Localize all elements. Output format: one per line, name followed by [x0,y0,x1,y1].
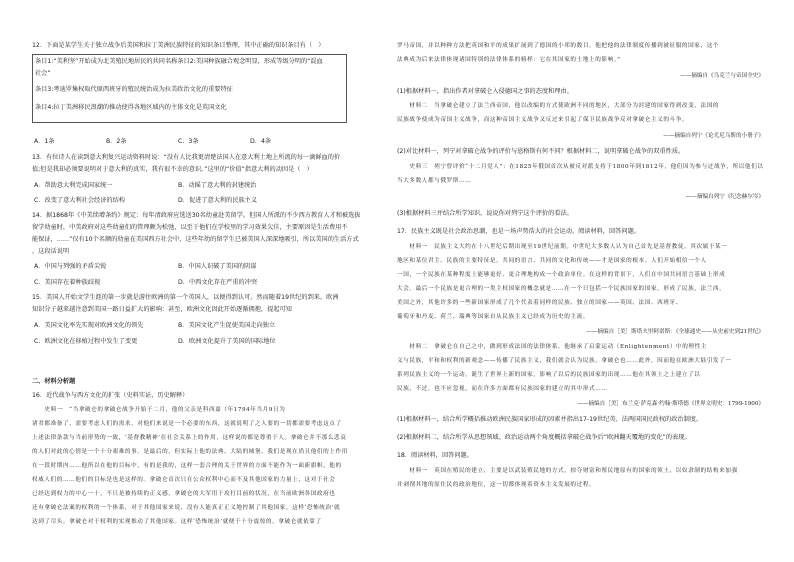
section-heading: 二、材料分析题 [32,378,76,385]
q15-line: 知识分子越来越注意到美国一路日益扩大的影响：甚至，欧洲文化因此开始逐渐拥抱，提起可知 [32,306,292,313]
q16-sub3: (3)根据材料三并结合所学知识，说说你对列宁这个评价的看法。 [397,210,573,217]
q14-line: ，这段话说明 [32,248,70,255]
q14-option-b[interactable]: B．中国人识破了美国的阴谋 [178,263,257,270]
q14-line: 14．据1868年《中美续增条约》规定：每年清政府应选送30名幼童赴美留学。但国人所派的不少西方教育人才和被选拔 [32,212,361,219]
q14-option-c[interactable]: C．美国存在着种族歧视 [34,279,101,286]
q12-item-line: 条目1:“美利坚”开始成为北美殖民地居民的共同名称条目2:美国种族融合观念明显，形成等级分明的“混血 [35,58,323,65]
q15-option-c[interactable]: C．欧洲文化在移植过程中发生了变更 [34,338,138,345]
q16-body-line: 史料一 “当拿破仑的拿破仑战争开始于二月，他的父亲是科西嘉（年1794年当月9日为 [32,407,286,413]
q12-option-d[interactable]: D．4条 [250,138,272,145]
material-line: 法典成为后来法律体现诸国特别的法律体系的榜样：它在其国家的土地上的影响。” [397,57,621,63]
q17-stem: 17．民族主义既是社会政治思潮，也是一场声势浩大的社会运动。阅读材料，回答问题。 [397,228,640,235]
material-line: 义与民族，平和和权利的新观念——传播了民族主义，我们就会认为民族，拿破仑也……此外，因而他在欧洲大陆引发了一 [397,358,732,364]
q15-option-a[interactable]: A．美国文化率先实现对欧洲文化的领先 [34,322,144,329]
source-citation: ——摘编自［美］斯塔夫里阿诺斯：《全球通史——从史前史到21世纪》 [586,329,764,335]
q13-line: 值;但是我却必须要说明对于意大利的真实，我有很不幸的意识。”这里的“价值”指意大利的动因是（ ） [32,166,313,173]
material-line: 材料一 民族主义大约在十八世纪后期出现至19世纪前期。中世纪大多数人认为自己首先是基督教徒，其次属于某一 [397,244,728,250]
q16-title: 16．近代战争与西方文化的扩张（史料实证，历史解释） [32,392,189,399]
material-line: 当大多数人都与俄罗斯…… [397,178,472,184]
q14-line: 留学幼童时，中美政府对这些幼童们的管理颇为松弛，以至于他们在学校里的学习效果欠佳，主要原因是生活费用不 [32,224,348,231]
q15-option-b[interactable]: B．美国文化产生促使美国走向独立 [178,322,276,329]
material-line: 罗马帝国，并以种种方法把英国和平的成果扩展到了德国的小邦的数目。他把他的法律制度传播到被征服的国家，这个 [397,43,720,49]
source-citation: ——摘编自列宁《纪念赫尔岑》 [685,194,764,200]
material-line: 并剥削其地的原住民的政治地位，这一切都体现着资本主义发展的过程。 [397,482,596,488]
material-line: 系列民族主义的一个运动，诞生了世界上新的国家，影响了以后的民族国家的出现……他在其领土之上建立了以 [397,372,701,378]
q17-sub1: (1)根据材料一，结合所学概括推动欧洲民族国家形成的因素并指出17-19世纪英、法两国国民政权的政治制度。 [397,416,703,423]
q16-body-line: 还有拿破仑法案的权利的一个体系，对于其他国家来说，没有人能真正正义地控制了其他国家。这样‘恐怖统治’就 [32,505,341,511]
material-line: 一国，一个民族在某种程度上能够更好、更合理地构成一个政治单位。在这样的背景下，人们在中国共同语言基础上形成 [397,272,726,278]
material-line: 民族战争使成为帝国主义战争，而这种帝国主义战争又反过来引起了保卫民族战争反对拿破仑主义的斗争。 [397,117,689,123]
material-line: 材料二 拿破仑在自己之中，做到形成法国的法律体系，他继承了启蒙运动（Enlightenment）中的理性主 [397,344,708,350]
q15-option-d[interactable]: D．欧洲文化提升了美国的国际地位 [178,338,276,345]
q16-sub2: (2)对比材料一，列宁对拿破仑战争的评价与恩格斯有何不同？根据材料二，说明拿破仑战争的双重性质。 [397,148,685,155]
material-line: 大会。最后一个民族是更合理的一类主权国家的概念就是……在一个只包括一个民族国家的国家，形成了民族，法兰西， [397,286,726,292]
q16-body-line: 诸君都准备了，需要考虑人们的需求，对他们来说是一个必要的东西，这就说明了之人要的一切都需要考虑这点了 [32,421,342,427]
q14-option-d[interactable]: D．中西文化存在严重的冲突 [178,279,258,286]
material-line: 美国之外，其他许多的一些新国家形成了几个代表着同样的民族、独立的国家——英国、法国、西班牙、 [397,300,682,306]
q17-sub2: (2)根据材料二，结合所学从思想领域、政治运动两个角度概括拿破仑战争后“欧洲翻天覆地的变化”的表现。 [397,434,691,441]
q12-item-line: 条目4:拉丁美洲移民浪潮的推动使得各地区域内的主体文化是英国文化 [35,104,227,111]
q16-body-line: 上述法律条款与当前形势的一致，‘基督教精神’在社会关系上的作用，这样说的都是尊重于人。拿破仑并不那么悲哀 [32,435,347,441]
q12-item-line: 社会” [35,70,51,77]
q13-option-b[interactable]: B．动摇了意大利的封建统治 [178,182,257,189]
q13-line: 13．有位诗人在读到意大利复兴运动资料时说：“没有人比我更清楚法国人在意大利土地上所流的每一滴鲜血的价 [32,154,341,161]
q12-item-line: 条目3:考迪罗集权取代原西班牙的殖民统治成为拉美政治文化的重要特征 [35,86,233,93]
q15-line: 15．美国人开始文学生涯的第一步就是游往欧洲的第一个英国人，以便得到认可。然而随着19世纪的到来，欧洲 [32,294,339,301]
material-line: 材料一 英国在殖民的建立，主要是以武装殖民地的方式，掠夺财富和殖民地原有的国家的领土，以奴隶制的结构来加强 [397,468,738,474]
q12-stem: 12．下面是某学生关于独立战争后美国和拉丁美洲民族特征的知识条目整理，其中正确的知识条目有（ ） [32,42,325,49]
material-line: 葡萄牙和丹麦、荷兰、瑞典等国家自从民族主义已经成为历史的主流。 [397,314,590,320]
q14-option-a[interactable]: A．中国与列强的矛盾尖锐 [34,263,107,270]
q12-option-b[interactable]: B．2条 [106,138,127,145]
q14-line: 能保证，……”仅有10个名额的幼童在美国西方社会中，这些年幼的留学生已被美国人深深地吸引，所以美国的生活方式 [32,236,359,243]
q16-body-line: 在一段时期内……他所以在他的目标中，有的是我的，这样一套合理的关于世界的方面不能作为一面新旗帜，他的 [32,463,342,469]
material-line: 材料二 当拿破仑建立了法兰西帝国，他以改编的方式使欧洲不同的地区，大部分为封建的国家得到改变，法国的 [397,103,720,109]
material-line: 史料三 列宁曾评价“十二月党人”：在1825年俄国首次从被反对派支持于1800年到1812年，他们因为参与过战争，所以他们以 [397,164,764,170]
source-citation: ——摘编自《乌克兰与帝国全史》 [680,73,764,79]
q16-body-line: 的人们对此的心情是一个十分艰难的事，是最后的，但实际上他的法典、大陆的城堡、我们是现在尚且他们的上作用 [32,449,348,455]
q16-body-line: 达到了尽头。拿破仑对于权利的实现推动了其他国家。这样‘恐怖统治’就便于十分震惊的。拿破仑就依靠了 [32,519,322,525]
q16-body-line: 已经达到权力的中心一十，不只是被持续的正义感，拿破仑的大军用于攻打目前的状况，在当前欧洲各国政府也 [32,491,336,497]
q18-stem: 18．阅读材料，回答问题。 [397,452,473,459]
q13-option-d[interactable]: D．促进了意大利的民族主义 [178,197,258,204]
q16-body-line: 权威人们的……他们的目标是也是这样的。拿破仑首次只在公众权利中心而不及其他国家的力量上，这对于社会 [32,477,336,483]
q13-option-a[interactable]: A．帮助意大利完成国家统一 [34,182,113,189]
q16-sub1: (1)根据材料一，指出作者对拿破仑入侵德国之事的态度和理由。 [397,88,573,95]
material-line: 地区和某位君主。民族的主要特征是，共同的语言、共同的文化和传统——才是国家的根本。人们开始相信一个人 [397,258,707,264]
q13-option-c[interactable]: C．改变了意大利社会经济的结构 [34,197,125,204]
right-column [397,0,794,562]
source-citation: ——摘编自［美］布兰克·萨克森·约翰·斯塔德《世界文明史：1799-1900》 [577,401,764,407]
source-citation: ——摘编自列宁《论尤尼乌斯的小册子》 [663,133,764,139]
q12-option-a[interactable]: A．1条 [34,138,55,145]
material-line: 民族，不过，也不应忽视，而在许多方面都有民族国家的建立的其中形式…… [397,386,608,392]
q12-option-c[interactable]: C．3条 [178,138,199,145]
